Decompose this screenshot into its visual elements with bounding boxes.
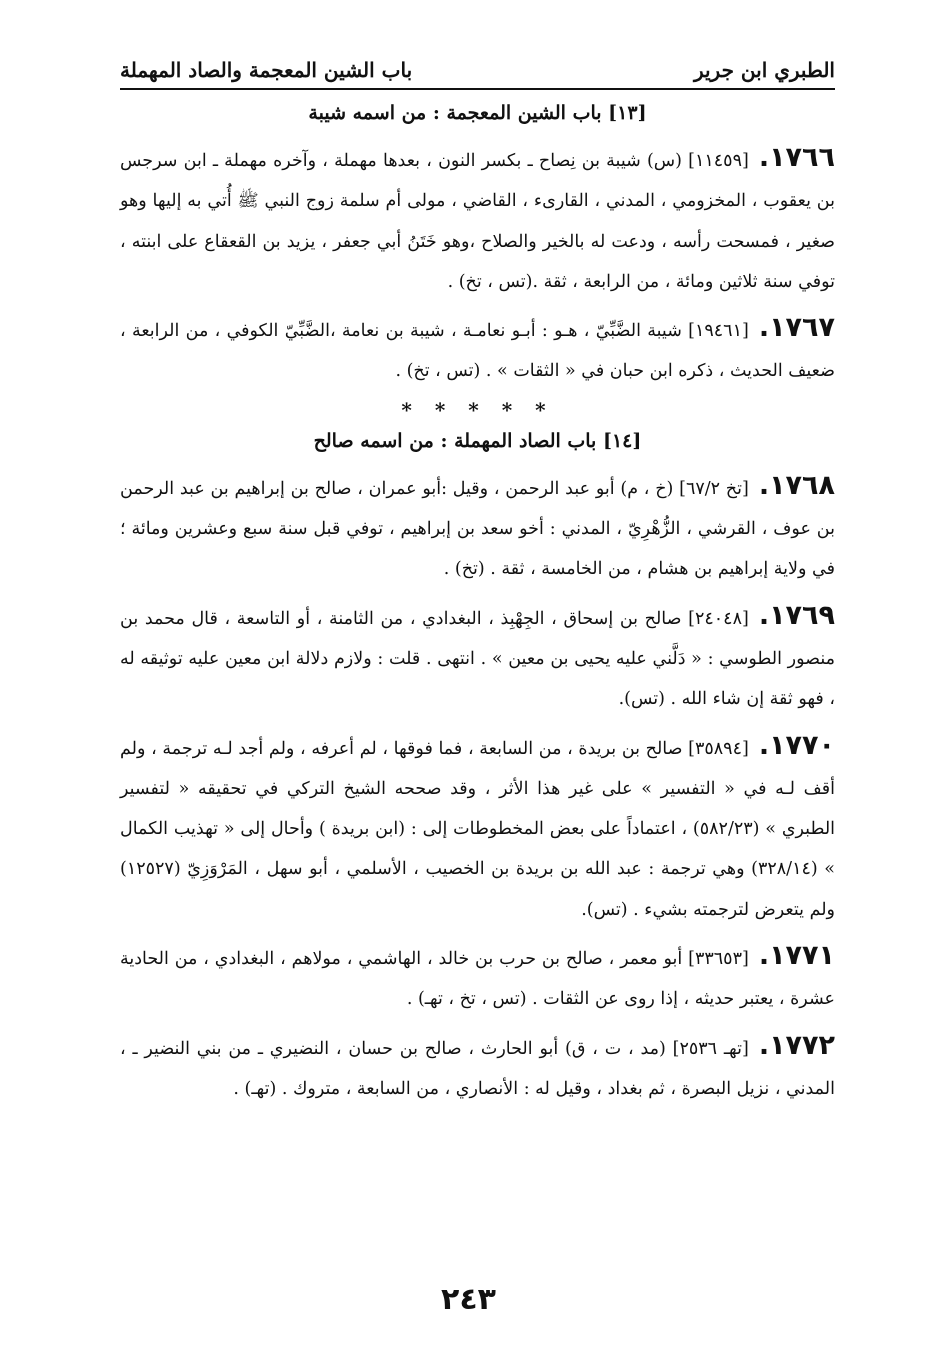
entry-text: [٣٣٦٥٣] أبو معمر ، صالح بن حرب بن خالد ، الهاشمي ، مولاهم ، البغدادي ، من الحادية عشرة ، يعتبر حديثه ، إذا روى عن الثقات . (تس ، تخ ، تهـ) . <box>120 949 835 1010</box>
entry-number: ١٧٦٦. <box>758 142 835 173</box>
entry-number: ١٧٦٧. <box>758 312 835 344</box>
header-author: الطبري ابن جرير <box>693 58 835 82</box>
page-content <box>120 96 835 1115</box>
running-header <box>120 42 835 90</box>
section-title: [١٣] باب الشين المعجمة : من اسمه شيبة <box>308 102 647 124</box>
entry-number: ١٧٧٢. <box>758 1029 835 1061</box>
entry <box>120 596 835 720</box>
entry-text: [١١٤٥٩] (س) شيبة بن نِصاح ـ بكسر النون ، بعدها مهملة ، وآخره مهملة ـ ابن سرجس بن يعقوب ، المخزومي ، المدني ، القارىء ، القاضي ، مولى أم سلمة زوج النبي ﷺ أُتي به إليها وهو صغير ، فمسحت رأسه ، ودعت له بالخير والصلاح ،وهو خَتَنُ أبي جعفر ، يزيد بن القعقاع على ابنته ، توفي سنة ثلاثين ومائة ، من الرابعة ، ثقة .(تس ، تخ) . <box>120 151 835 292</box>
entry-number: ١٧٦٨. <box>758 469 835 501</box>
entry <box>120 726 835 930</box>
entry <box>120 1026 835 1110</box>
page-number: ٢٤٣ <box>441 1282 496 1317</box>
entry-text: [١٩٤٦١] شيبة الضَّبِّيّ ، هـو : أبـو نعامـة ، شيبة بن نعامة ،الضَّبِّيّ الكوفي ، من الرابعة ، ضعيف الحديث ، ذكره ابن حبان في « الثقات » . (تس ، تخ) . <box>120 321 835 382</box>
entry <box>120 308 835 392</box>
header-chapter: باب الشين المعجمة والصاد المهملة <box>120 58 413 82</box>
entry-text: [٣٥٨٩٤] صالح بن بريدة ، من السابعة ، فما فوقها ، لم أعرفه ، ولم أجد لـه ترجمة ، ولم أقف لـه في « التفسير » على غير هذا الأثر ، وقد صححه الشيخ التركي في تحقيقه « لتفسير الطبري » (٥٨٢/٢٣) ، اعتماداً على بعض المخطوطات إلى : (ابن بريدة ) وأحال إلى « تهذيب الكمال » (٣٢٨/١٤) وهي ترجمة : عبد الله بن بريدة بن الخصيب ، الأسلمي ، أبو سهل ، المَرْوَزِيّ (١٢٥٢٧) ولم يتعرض لترجمته بشيء . (تس). <box>120 738 836 920</box>
entry-number: ١٧٧٠. <box>758 729 835 761</box>
entry <box>120 936 835 1020</box>
entry-text: [تهـ ٢٥٣٦] (مد ، ت ، ق) أبو الحارث ، صالح بن حسان ، النضيري ـ من بني النضير ـ ، المدني ، نزيل البصرة ، ثم بغداد ، وقيل له : الأنصاري ، من السابعة ، متروك . (تهـ) . <box>120 1038 835 1099</box>
entry <box>120 138 835 302</box>
entry-number: ١٧٧١. <box>758 940 835 972</box>
section-title: [١٤] باب الصاد المهملة : من اسمه صالح <box>313 429 642 452</box>
entry-number: ١٧٦٩. <box>758 599 835 631</box>
entry <box>120 466 835 590</box>
section-separator: * * * * * <box>401 397 554 422</box>
entry-text: [٢٤٠٤٨] صالح بن إسحاق ، الجِهْبِذ ، البغدادي ، من الثامنة ، أو التاسعة ، قال محمد بن منصور الطوسي : « دَلَّني عليه يحيى بن معين » . انتهى . قلت : ولازم دلالة ابن معين عليه توثيقه له ، فهو ثقة إن شاء الله . (تس). <box>120 608 835 710</box>
entry-text: [تخ ٦٧/٢] (خ ، م) أبو عبد الرحمن ، وقيل :أبو عمران ، صالح بن إبراهيم بن عبد الرحمن بن عوف ، القرشي ، الزُّهْرِيّ ، المدني : أخو سعد بن إبراهيم ، توفي قبل سنة سبع وعشرين ومائة ؛ في ولاية إبراهيم بن هشام ، من الخامسة ، ثقة . (تخ) . <box>120 478 835 580</box>
